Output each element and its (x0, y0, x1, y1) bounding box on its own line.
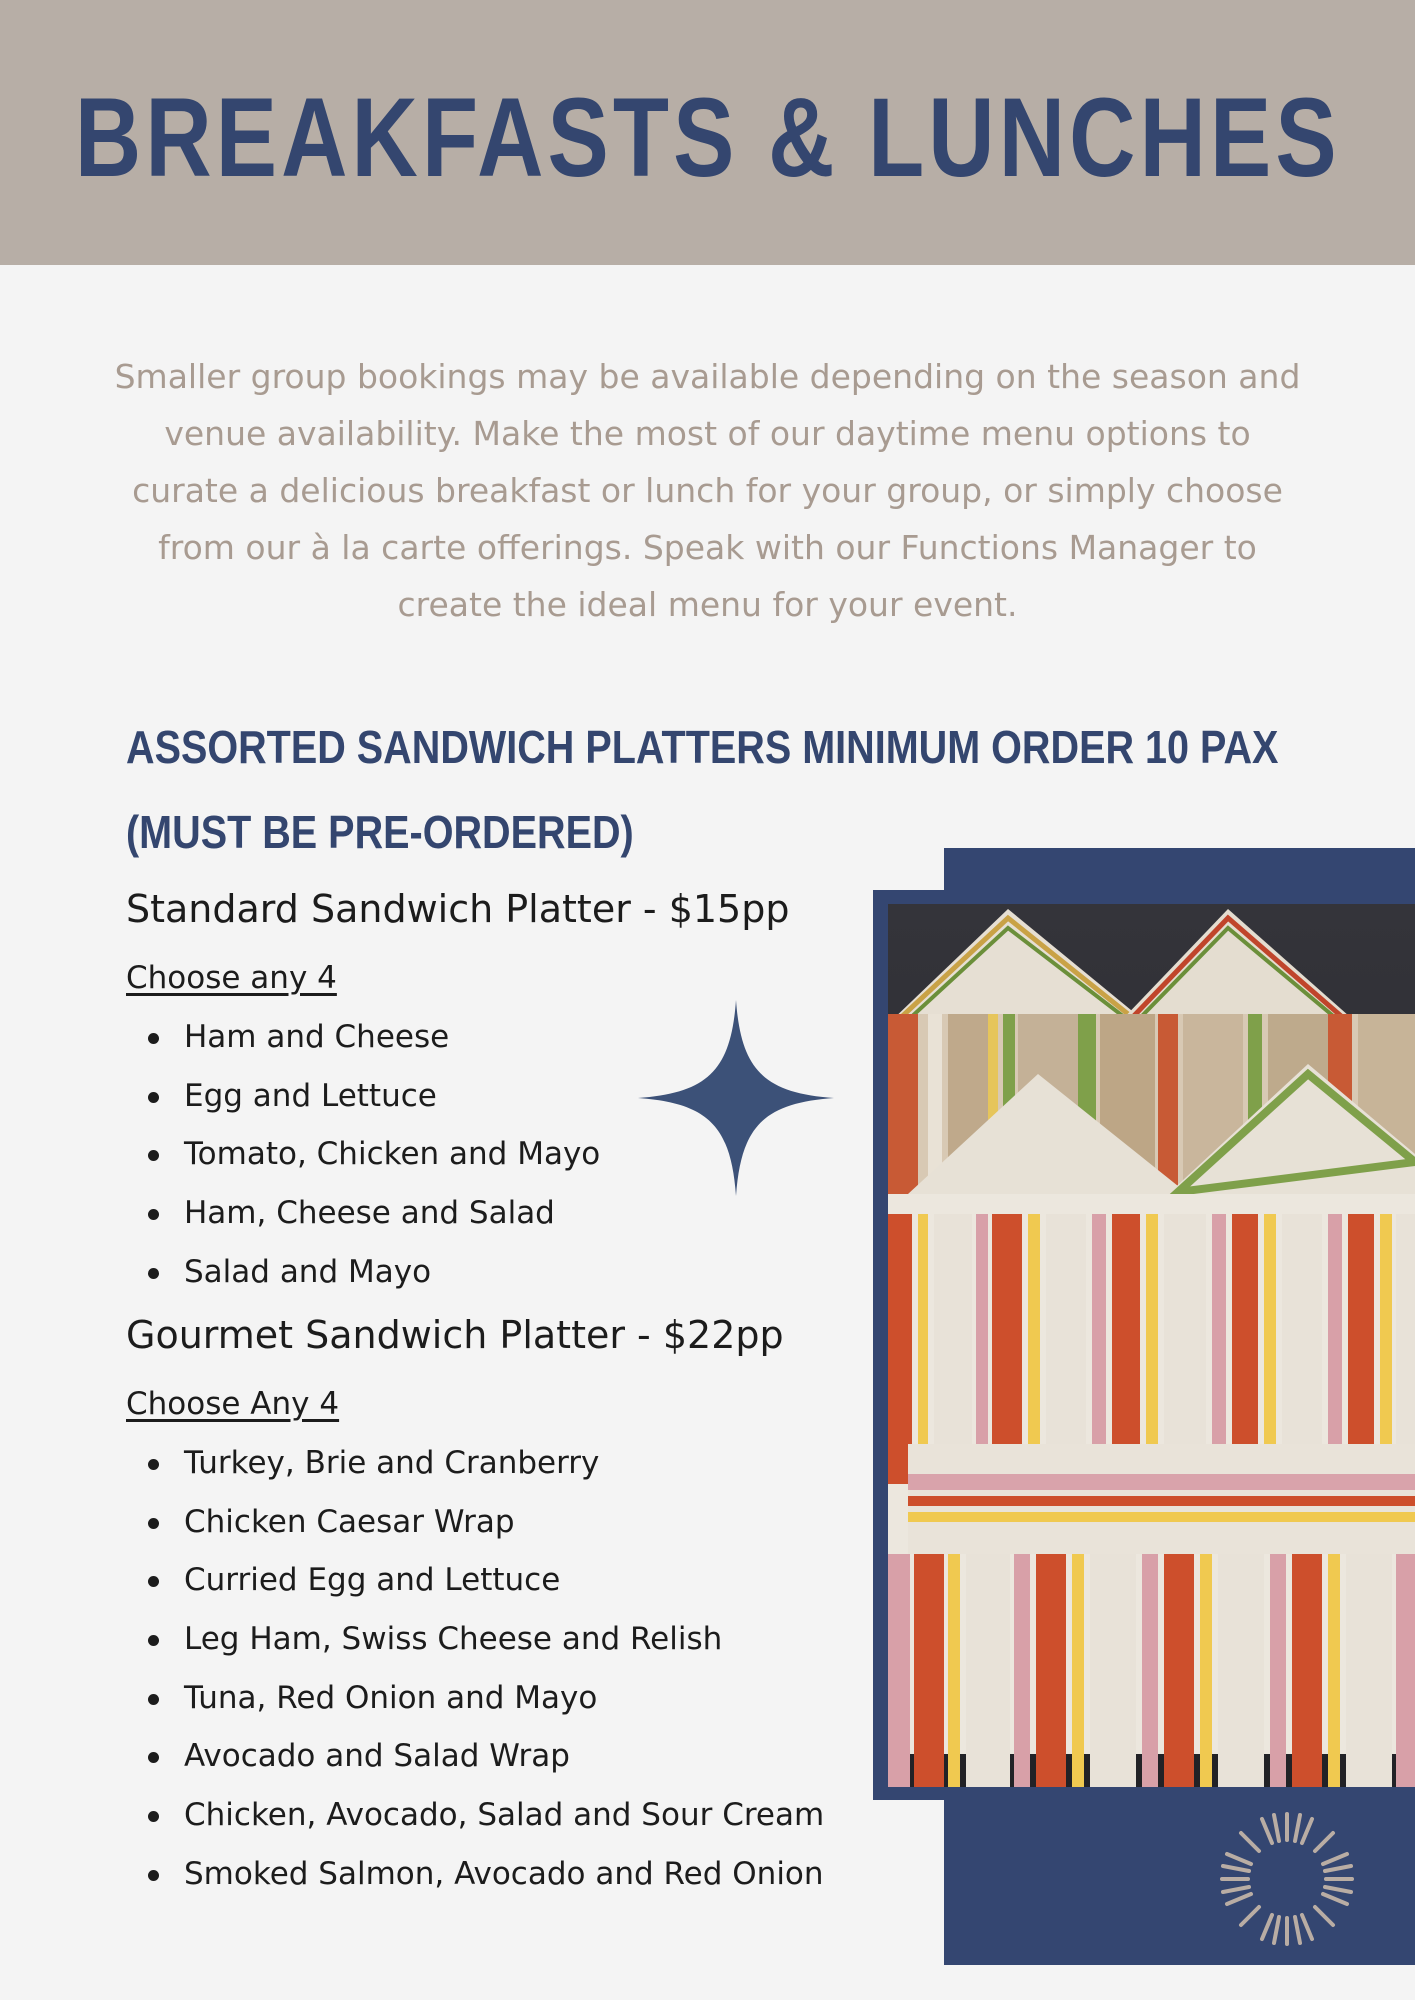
list-item: Leg Ham, Swiss Cheese and Relish (184, 1610, 824, 1669)
header-banner (0, 0, 1415, 265)
sandwich-platter-photo (888, 904, 1415, 1787)
list-item: Tuna, Red Onion and Mayo (184, 1669, 824, 1728)
list-item: Tomato, Chicken and Mayo (184, 1125, 600, 1184)
standard-items-list (184, 1008, 600, 1301)
standard-choose-label: Choose any 4 (126, 960, 337, 996)
list-item: Egg and Lettuce (184, 1067, 600, 1126)
list-item: Chicken Caesar Wrap (184, 1493, 824, 1552)
gourmet-platter-title: Gourmet Sandwich Platter - $22pp (126, 1313, 784, 1357)
list-item: Smoked Salmon, Avocado and Red Onion (184, 1845, 824, 1904)
list-item: Avocado and Salad Wrap (184, 1727, 824, 1786)
gourmet-items-list (184, 1434, 824, 1904)
list-item: Turkey, Brie and Cranberry (184, 1434, 824, 1493)
section-subheading: (MUST BE PRE-ORDERED) (126, 806, 634, 858)
gourmet-choose-label: Choose Any 4 (126, 1386, 340, 1422)
intro-paragraph: Smaller group bookings may be available depending on the season and venue availability. Make the most of our daytime menu options to curate a delicious breakfast or lunch for your group, or simply choose from our à la carte offerings. Speak with our Functions Manager to create the ideal menu for your event. (114, 357, 1301, 624)
section-heading: ASSORTED SANDWICH PLATTERS MINIMUM ORDER 10 PAX (126, 721, 1279, 773)
standard-platter-title: Standard Sandwich Platter - $15pp (126, 887, 790, 931)
four-point-star-icon (638, 1000, 834, 1196)
list-item: Ham, Cheese and Salad (184, 1184, 600, 1243)
page-title: BREAKFASTS & LUNCHES (74, 75, 1341, 200)
list-item: Ham and Cheese (184, 1008, 600, 1067)
list-item: Salad and Mayo (184, 1243, 600, 1302)
list-item: Curried Egg and Lettuce (184, 1551, 824, 1610)
sunburst-icon (1218, 1810, 1356, 1948)
list-item: Chicken, Avocado, Salad and Sour Cream (184, 1786, 824, 1845)
